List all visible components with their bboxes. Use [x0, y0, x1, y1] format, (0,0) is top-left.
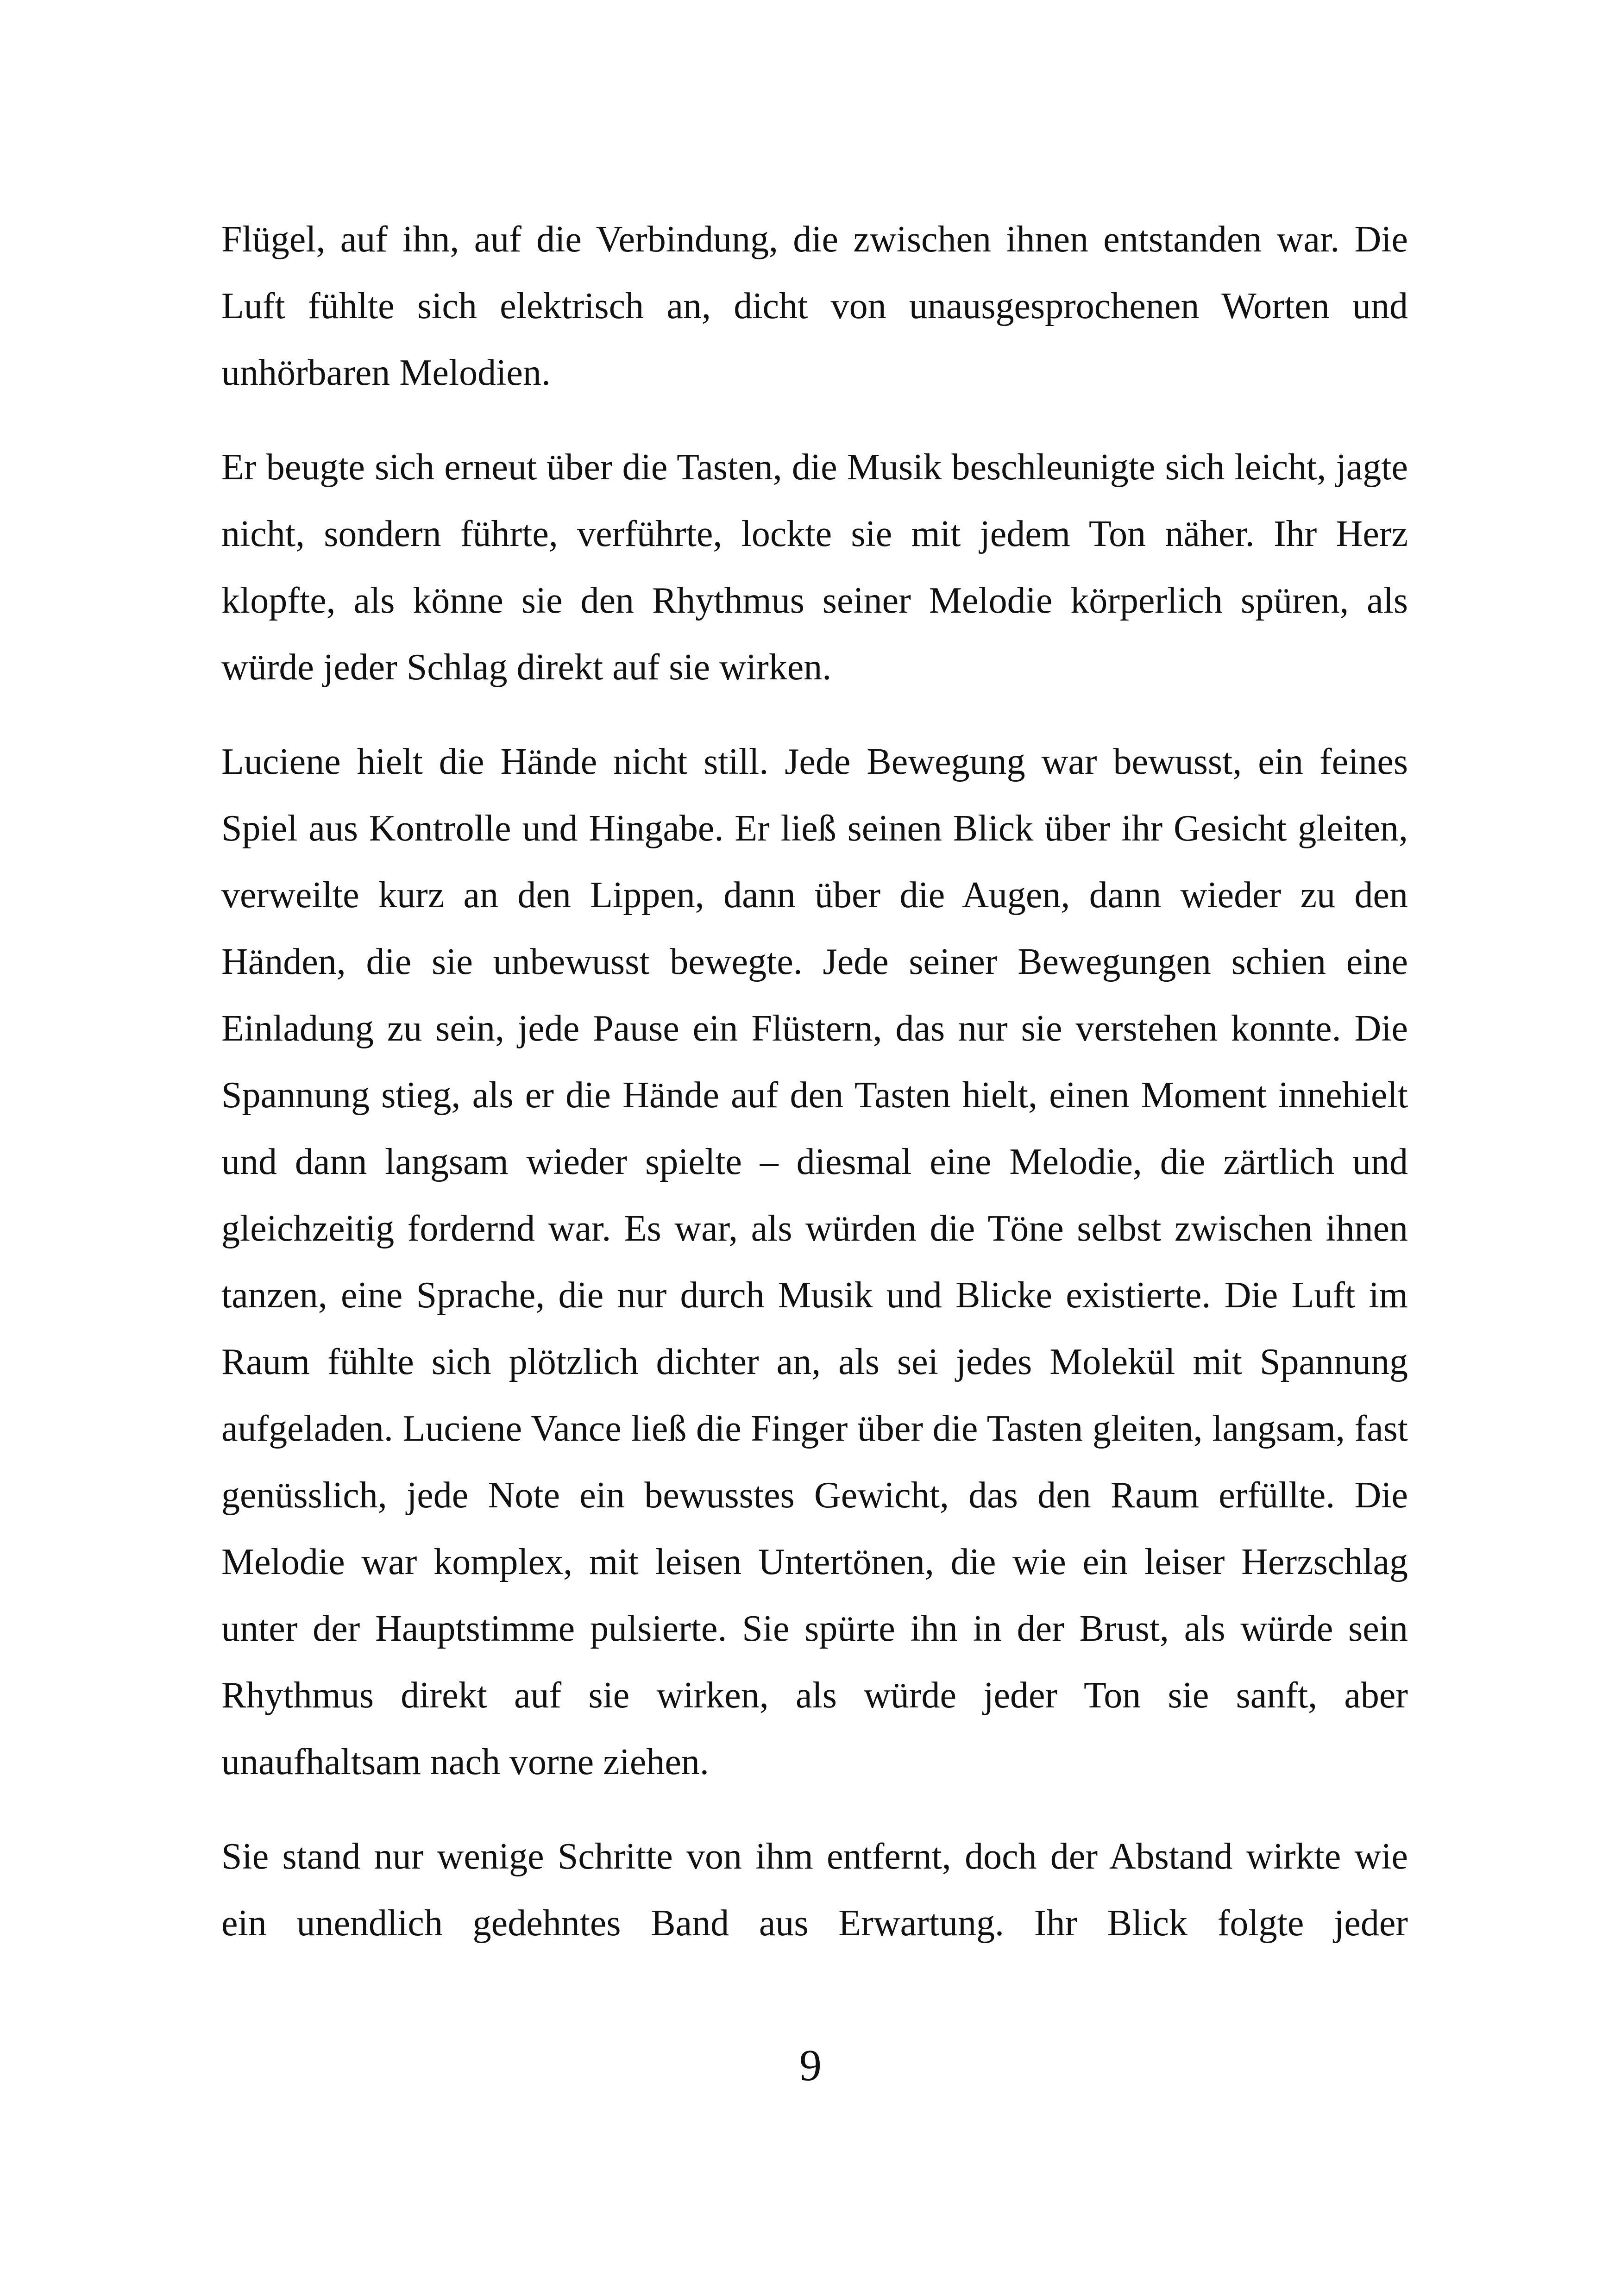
paragraph-2: Er beugte sich erneut über die Tasten, die Musik beschleunigte sich leicht, jagte nicht, sondern führte, verführte, lockte sie mit jedem Ton näher. Ihr Herz klopfte, als könne sie den Rhythmus seiner Melodie körperlich spüren, als würde jeder Schlag direkt auf sie wirken. — [221, 447, 1408, 688]
body-text — [221, 206, 1408, 1984]
paragraph-4: Sie stand nur wenige Schritte von ihm entfernt, doch der Abstand wirkte wie ein unendlich gedehntes Band aus Erwartung. Ihr Blick folgte jeder — [221, 1836, 1408, 1944]
page-number: 9 — [799, 2040, 822, 2090]
paragraph-3: Luciene hielt die Hände nicht still. Jede Bewegung war bewusst, ein feines Spiel aus Kontrolle und Hingabe. Er ließ seinen Blick über ihr Gesicht gleiten, verweilte kurz an den Lippen, dann über die Augen, dann wieder zu den Händen, die sie unbewusst bewegte. Jede seiner Bewegungen schien eine Einladung zu sein, jede Pause ein Flüstern, das nur sie verstehen konnte. Die Spannung stieg, als er die Hände auf den Tasten hielt, einen Moment innehielt und dann langsam wieder spielte – diesmal eine Melodie, die zärtlich und gleichzeitig fordernd war. Es war, als würden die Töne selbst zwischen ihnen tanzen, eine Sprache, die nur durch Musik und Blicke existierte. Die Luft im Raum fühlte sich plötzlich dichter an, als sei jedes Molekül mit Spannung aufgeladen. Luciene Vance ließ die Finger über die Tasten gleiten, langsam, fast genüsslich, jede Note ein bewusstes Gewicht, das den Raum erfüllte. Die Melodie war komplex, mit leisen Untertönen, die wie ein leiser Herzschlag unter der Hauptstimme pulsierte. Sie spürte ihn in der Brust, als würde sein Rhythmus direkt auf sie wirken, als würde jeder Ton sie sanft, aber unaufhaltsam nach vorne ziehen. — [221, 741, 1408, 1782]
paragraph-1: Flügel, auf ihn, auf die Verbindung, die zwischen ihnen entstanden war. Die Luft fühlte sich elektrisch an, dicht von unausgesprochenen Worten und unhörbaren Melodien. — [221, 219, 1408, 393]
